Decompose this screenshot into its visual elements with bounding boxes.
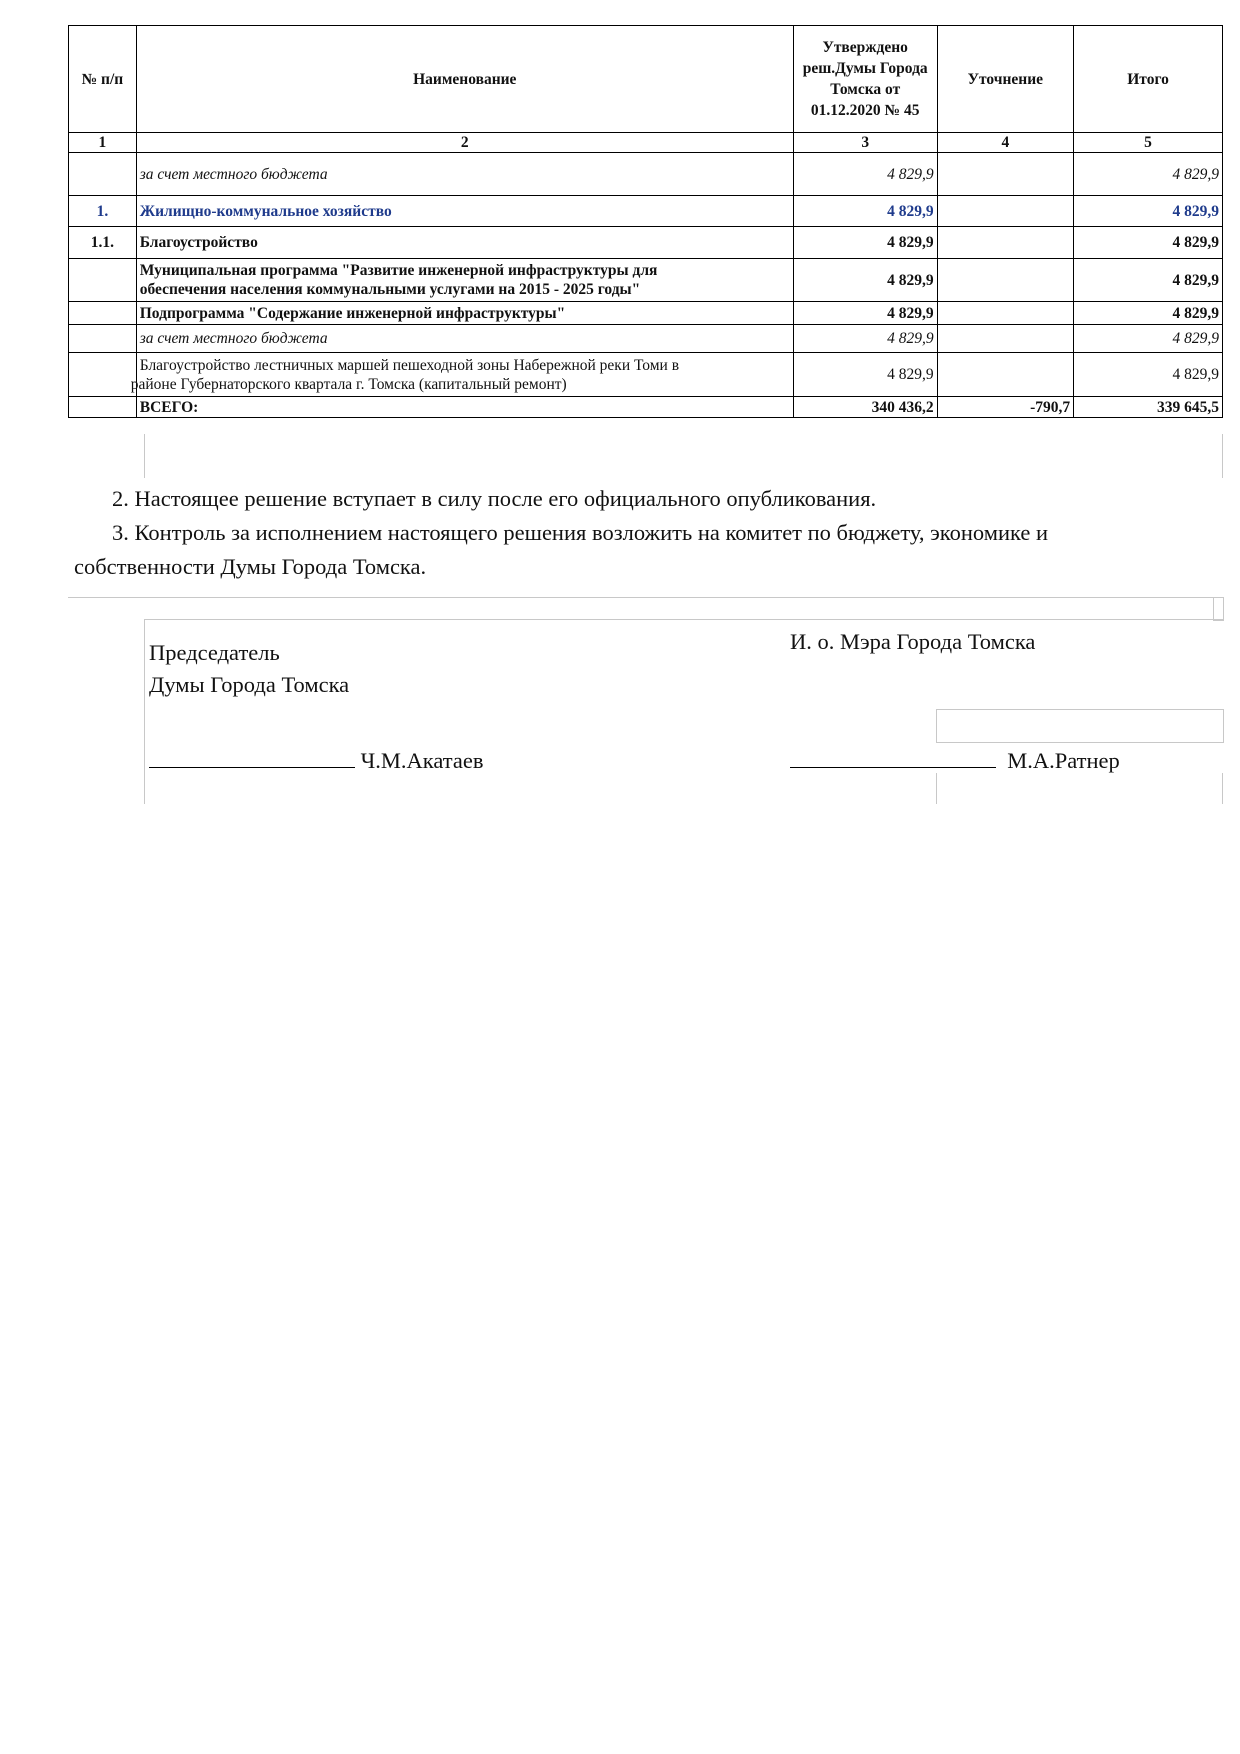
header-total: Итого bbox=[1074, 26, 1223, 133]
table-row bbox=[69, 259, 1223, 302]
row-total: 4 829,9 bbox=[1074, 302, 1223, 325]
row-correction bbox=[937, 196, 1074, 227]
table-total-row bbox=[69, 397, 1223, 418]
left-signer-name: Ч.М.Акатаев bbox=[360, 748, 484, 773]
grid-box bbox=[936, 709, 1224, 743]
duma-title: Думы Города Томска bbox=[149, 672, 350, 697]
row-name: ВСЕГО: bbox=[136, 397, 793, 418]
paragraph-2: 2. Настоящее решение вступает в силу после его официального опубликования. bbox=[112, 486, 877, 511]
row-name-line: районе Губернаторского квартала г. Томска (капитальный ремонт) bbox=[130, 375, 567, 393]
header-approved bbox=[793, 26, 937, 133]
grid-line bbox=[144, 619, 145, 804]
signature-left-line bbox=[149, 743, 483, 777]
table-row bbox=[69, 302, 1223, 325]
paragraph-3-line-2: собственности Думы Города Томска. bbox=[74, 554, 427, 579]
header-no: № п/п bbox=[69, 26, 137, 133]
signature-left-title bbox=[149, 637, 349, 701]
row-total: 4 829,9 bbox=[1074, 153, 1223, 196]
budget-table bbox=[68, 25, 1223, 418]
row-approved: 4 829,9 bbox=[793, 196, 937, 227]
row-no bbox=[69, 325, 137, 353]
column-number: 3 bbox=[793, 133, 937, 153]
row-approved: 4 829,9 bbox=[793, 227, 937, 259]
header-correction: Уточнение bbox=[937, 26, 1074, 133]
row-approved: 4 829,9 bbox=[793, 325, 937, 353]
grid-line bbox=[1222, 773, 1223, 804]
table-row bbox=[69, 325, 1223, 353]
row-total: 4 829,9 bbox=[1074, 196, 1223, 227]
column-number: 4 bbox=[937, 133, 1074, 153]
row-correction bbox=[937, 325, 1074, 353]
paragraph-3-line-1: 3. Контроль за исполнением настоящего решения возложить на комитет по бюджету, экономике и bbox=[112, 520, 1049, 545]
signature-blank bbox=[149, 743, 355, 768]
row-no bbox=[69, 353, 137, 397]
row-total: 4 829,9 bbox=[1074, 259, 1223, 302]
right-signer-name: М.А.Ратнер bbox=[1007, 748, 1120, 773]
header-approved-line: Утверждено bbox=[822, 39, 908, 56]
row-correction bbox=[937, 227, 1074, 259]
row-no bbox=[69, 259, 137, 302]
table-row bbox=[69, 196, 1223, 227]
row-total: 4 829,9 bbox=[1074, 227, 1223, 259]
row-name: за счет местного бюджета bbox=[136, 153, 793, 196]
row-name-line: Благоустройство лестничных маршей пешеходной зоны Набережной реки Томи в bbox=[139, 356, 680, 374]
row-name-line: обеспечения населения коммунальными услугами на 2015 - 2025 годы" bbox=[139, 281, 641, 298]
table-row bbox=[69, 353, 1223, 397]
row-no bbox=[69, 302, 137, 325]
grid-line bbox=[68, 597, 1223, 598]
row-no bbox=[69, 153, 137, 196]
row-name-line: Муниципальная программа "Развитие инженерной инфраструктуры для bbox=[139, 262, 658, 279]
row-name: Подпрограмма "Содержание инженерной инфраструктуры" bbox=[136, 302, 793, 325]
row-name: за счет местного бюджета bbox=[136, 325, 793, 353]
grid-box bbox=[1213, 597, 1224, 621]
row-no bbox=[69, 397, 137, 418]
table-header-row bbox=[69, 26, 1223, 133]
row-total: 339 645,5 bbox=[1074, 397, 1223, 418]
chairman-title: Председатель bbox=[149, 640, 280, 665]
signature-right-line bbox=[790, 743, 1120, 777]
row-total: 4 829,9 bbox=[1074, 353, 1223, 397]
row-approved: 4 829,9 bbox=[793, 153, 937, 196]
column-number: 2 bbox=[136, 133, 793, 153]
header-approved-line: реш.Думы Города bbox=[802, 60, 928, 77]
signature-blank bbox=[790, 743, 996, 768]
table-row bbox=[69, 153, 1223, 196]
row-correction bbox=[937, 302, 1074, 325]
grid-line bbox=[144, 619, 1223, 620]
grid-line bbox=[1222, 434, 1223, 478]
row-correction bbox=[937, 259, 1074, 302]
row-approved: 4 829,9 bbox=[793, 259, 937, 302]
row-no: 1.1. bbox=[69, 227, 137, 259]
header-approved-line: Томска от bbox=[830, 81, 901, 98]
row-name: Жилищно-коммунальное хозяйство bbox=[136, 196, 793, 227]
row-name bbox=[130, 353, 793, 397]
signature-right-title: И. о. Мэра Города Томска bbox=[790, 629, 1036, 654]
grid-line bbox=[144, 434, 145, 478]
column-number-row bbox=[69, 133, 1223, 153]
row-approved: 4 829,9 bbox=[793, 302, 937, 325]
row-approved: 4 829,9 bbox=[793, 353, 937, 397]
row-name: Благоустройство bbox=[136, 227, 793, 259]
column-number: 1 bbox=[69, 133, 137, 153]
column-number: 5 bbox=[1074, 133, 1223, 153]
row-correction bbox=[937, 353, 1074, 397]
row-approved: 340 436,2 bbox=[793, 397, 937, 418]
row-correction: -790,7 bbox=[937, 397, 1074, 418]
header-approved-line: 01.12.2020 № 45 bbox=[810, 102, 920, 119]
row-no: 1. bbox=[69, 196, 137, 227]
table-row bbox=[69, 227, 1223, 259]
row-total: 4 829,9 bbox=[1074, 325, 1223, 353]
grid-line bbox=[936, 773, 937, 804]
row-correction bbox=[937, 153, 1074, 196]
row-name bbox=[136, 259, 793, 302]
header-name: Наименование bbox=[136, 26, 793, 133]
